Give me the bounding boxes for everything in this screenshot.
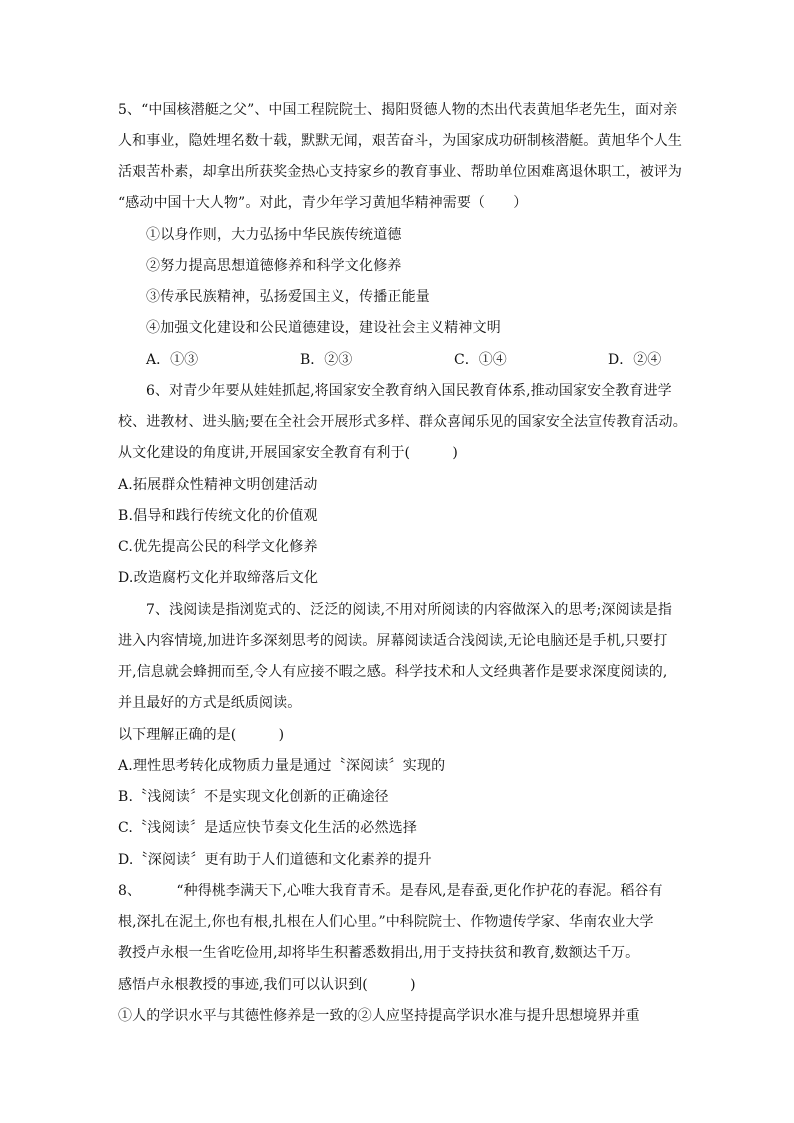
q5-stem-line-2: 人和事业，隐姓埋名数十载，默默无闻，艰苦奋斗，为国家成功研制核潜艇。黄旭华个人生	[118, 133, 682, 149]
q5-option-c: C．①④	[454, 352, 507, 368]
q5-option-d: D．②④	[608, 352, 662, 368]
q8-stem-line-1: 8、 “种得桃李满天下,心唯大我育青禾。是春风,是春蚕,更化作护花的春泥。稻谷有	[118, 883, 663, 899]
q6-stem-line-1: 6、对青少年要从娃娃抓起,将国家安全教育纳入国民教育体系,推动国家安全教育进学	[146, 383, 672, 399]
q5-statement-1: ①以身作则，大力弘扬中华民族传统道德	[146, 227, 402, 243]
q7-option-a: A.理性思考转化成物质力量是通过〝深阅读〞实现的	[118, 758, 446, 774]
q6-option-b: B.倡导和践行传统文化的价值观	[118, 508, 318, 524]
q5-statement-2: ②努力提高思想道德修养和科学文化修养	[146, 258, 402, 274]
q5-stem-line-1: 5、“中国核潜艇之父”、中国工程院院士、揭阳贤德人物的杰出代表黄旭华老先生，面对亲	[118, 102, 678, 118]
q5-statement-3: ③传承民族精神，弘扬爱国主义，传播正能量	[146, 289, 430, 305]
q8-stem-line-5: ①人的学识水平与其德性修养是一致的②人应坚持提高学识水准与提升思想境界并重	[118, 1008, 640, 1024]
q7-stem-line-2: 进入内容情境,加进许多深刻思考的阅读。屏幕阅读适合浅阅读,无论电脑还是手机,只要打	[118, 633, 668, 649]
q8-stem-line-3: 教授卢永根一生省吃俭用,却将毕生积蓄悉数捐出,用于支持扶贫和教育,数额达千万。	[118, 945, 640, 961]
q6-option-d: D.改造腐朽文化并取缔落后文化	[118, 570, 319, 586]
q5-option-b: B．②③	[300, 352, 353, 368]
q5-stem-line-3: 活艰苦朴素，却拿出所获奖金热心支持家乡的教育事业、帮助单位困难离退休职工，被评为	[118, 164, 682, 180]
q8-stem-line-2: 根,深扎在泥土,你也有根,扎根在人们心里。”中科院院士、作物遗传学家、华南农业大学	[118, 914, 654, 930]
q5-option-a: A．①③	[146, 352, 199, 368]
q5-statement-4: ④加强文化建设和公民道德建设，建设社会主义精神文明	[146, 320, 501, 336]
q7-option-b: B.〝浅阅读〞不是实现文化创新的正确途径	[118, 789, 389, 805]
q7-stem-line-3: 开,信息就会蜂拥而至,令人有应接不暇之感。科学技术和人文经典著作是要求深度阅读的,	[118, 664, 668, 680]
q7-option-d: D.〝深阅读〞更有助于人们道德和文化素养的提升	[118, 852, 432, 868]
q6-stem-line-3: 从文化建设的角度讲,开展国家安全教育有利于( )	[118, 445, 458, 461]
q6-option-c: C.优先提高公民的科学文化修养	[118, 539, 318, 555]
q8-stem-line-4: 感悟卢永根教授的事迹,我们可以认识到( )	[118, 977, 416, 993]
q7-option-c: C.〝浅阅读〞是适应快节奏文化生活的必然选择	[118, 820, 418, 836]
q7-stem-line-5: 以下理解正确的是( )	[118, 727, 285, 743]
q6-option-a: A.拓展群众性精神文明创建活动	[118, 477, 318, 493]
q7-stem-line-1: 7、浅阅读是指浏览式的、泛泛的阅读,不用对所阅读的内容做深入的思考;深阅读是指	[146, 602, 672, 618]
q7-stem-line-4: 并且最好的方式是纸质阅读。	[118, 695, 302, 711]
q6-stem-line-2: 校、进教材、进头脑;要在全社会开展形式多样、群众喜闻乐见的国家安全法宣传教育活动。	[118, 414, 687, 430]
q5-stem-line-4: “感动中国十大人物”。对此，青少年学习黄旭华精神需要（ ）	[118, 195, 528, 211]
